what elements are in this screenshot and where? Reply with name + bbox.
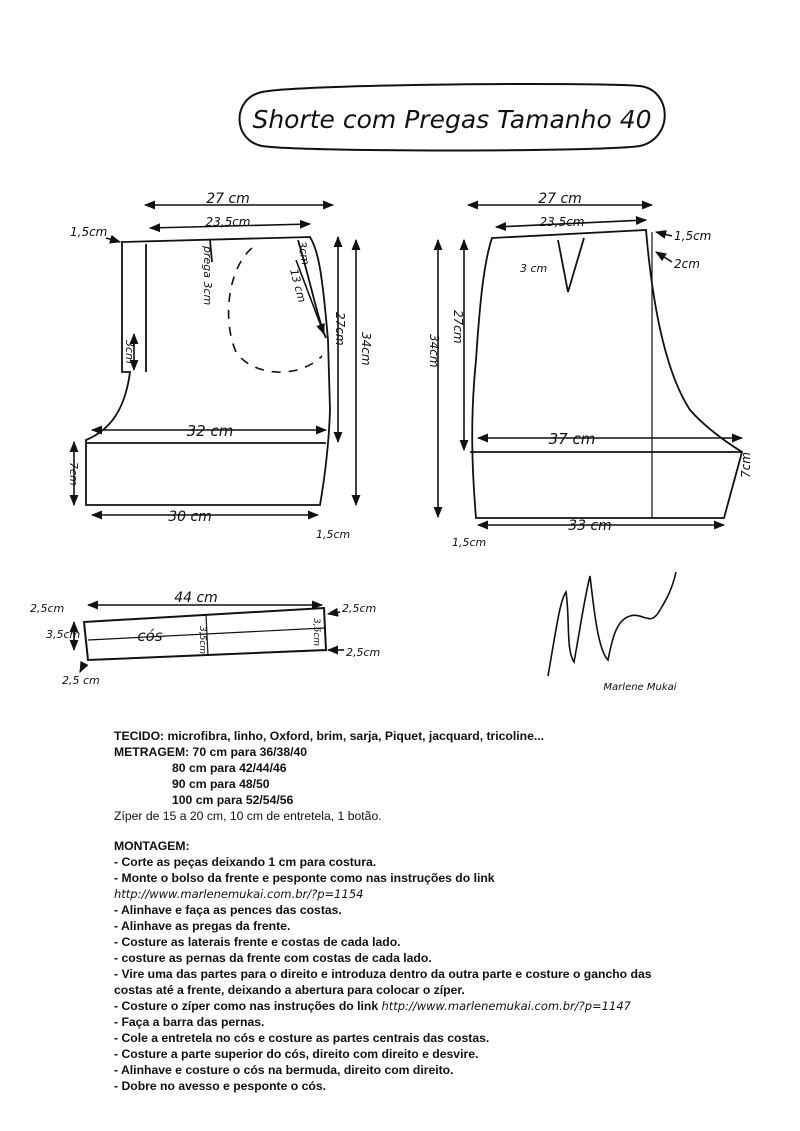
waistband-lb-arrow [80,664,84,672]
back-2cm-arrow [656,252,672,262]
title-banner [240,84,665,151]
link-2[interactable]: http://www.marlenemukai.com.br/?p=1147 [381,999,631,1013]
yardage-line-4: 100 cm para 52/54/56 [172,793,294,807]
back-side-34: 34cm [427,334,441,368]
front-fold-label: 3cm [123,340,136,364]
front-dimensions [74,205,356,515]
zipper-line: Zíper de 15 a 20 cm, 10 cm de entretela, 1 botão. [114,809,382,823]
back-outline [472,230,742,518]
front-labels [67,191,373,541]
front-top-width: 27 cm [206,191,250,207]
step-12: - Alinhave e costure o cós na bermuda, direito com direito. [114,1063,454,1077]
front-hem-width: 30 cm [168,509,212,525]
back-side-27: 27cm [451,310,465,344]
waistband-label: cós [137,627,163,645]
front-hem-height: 7cm [67,462,80,486]
back-dart-label: 3 cm [520,262,548,275]
waistband-left-top: 2,5cm [30,602,65,615]
front-side-27: 27cm [333,312,347,346]
waistband-right-mark: 3,5cm [311,618,321,647]
front-pocket-3: 3cm [295,240,312,266]
waistband-length: 44 cm [174,590,218,606]
front-pocket-13: 13 cm [287,267,309,304]
instructions [114,728,652,1094]
back-dart [558,238,584,292]
back-bottom-offset: 1,5cm [452,536,487,549]
step-13: - Dobre no avesso e pesponte o cós. [114,1079,326,1093]
step-9: - Faça a barra das pernas. [114,1015,265,1029]
waistband-right-top: 2,5cm [342,602,377,615]
step-4: - Alinhave as pregas da frente. [114,919,291,933]
front-pleat-label: prega 3cm [201,246,214,306]
back-right-offset: 1,5cm [674,229,712,243]
front-pocket-bag [229,248,322,372]
yardage-line-2: 80 cm para 42/44/46 [172,761,287,775]
waistband-labels [30,590,380,687]
back-hem-width: 33 cm [568,518,612,534]
waistband-center-mark: 3,5cm [197,626,207,655]
waistband-right-bottom: 2,5cm [346,646,381,659]
step-6: - costure as pernas da frente com costas de cada lado. [114,951,432,965]
waistband-left-mid: 3,5cm [46,628,81,641]
step-3: - Alinhave e faça as pences das costas. [114,903,342,917]
signature-text: Marlene Mukai [603,682,677,693]
back-hip: 37 cm [548,430,596,448]
step-8: - Costure o zíper como nas instruções do link http://www.marlenemukai.com.br/?p=1147 [114,999,631,1013]
step-10: - Cole a entretela no cós e costure as partes centrais das costas. [114,1031,490,1045]
back-dimensions [438,205,742,525]
back-piece [470,230,742,518]
front-left-offset: 1,5cm [70,225,108,239]
signature [548,572,677,693]
back-top-width: 27 cm [538,191,582,207]
link-1[interactable]: http://www.marlenemukai.com.br/?p=1154 [114,887,364,901]
step-7b: costas até a frente, deixando a abertura para colocar o zíper. [114,983,465,997]
step-11: - Costure a parte superior do cós, direito com direito e desvire. [114,1047,479,1061]
yardage-line-3: 90 cm para 48/50 [172,777,270,791]
waistband-left-bottom: 2,5 cm [62,674,100,687]
step-1: - Corte as peças deixando 1 cm para costura. [114,855,377,869]
fabric-line: TECIDO: microfibra, linho, Oxford, brim, sarja, Piquet, jacquard, tricoline... [114,729,545,743]
yardage-line: METRAGEM: 70 cm para 36/38/40 [114,745,308,759]
assembly-heading: MONTAGEM: [114,839,190,853]
step-7a: - Vire uma das partes para o direito e introduza dentro da outra parte e costure o gancho das [114,967,652,981]
front-offset-top-arrow [106,238,120,242]
waistband-rt-arrow [328,612,340,614]
front-bottom-offset: 1,5cm [316,528,351,541]
step-2: - Monte o bolso da frente e pesponte como nas instruções do link [114,871,495,885]
back-offset-arrow [656,232,672,236]
back-dart-side: 2cm [674,257,700,271]
back-hem-height: 7cm [739,452,753,478]
front-hip: 32 cm [186,422,234,440]
front-waist: 23,5cm [205,215,251,229]
step-5: - Costure as laterais frente e costas de cada lado. [114,935,401,949]
front-side-34: 34cm [359,332,373,366]
back-waist: 23,5cm [539,215,585,229]
page-title: Shorte com Pregas Tamanho 40 [252,105,652,134]
